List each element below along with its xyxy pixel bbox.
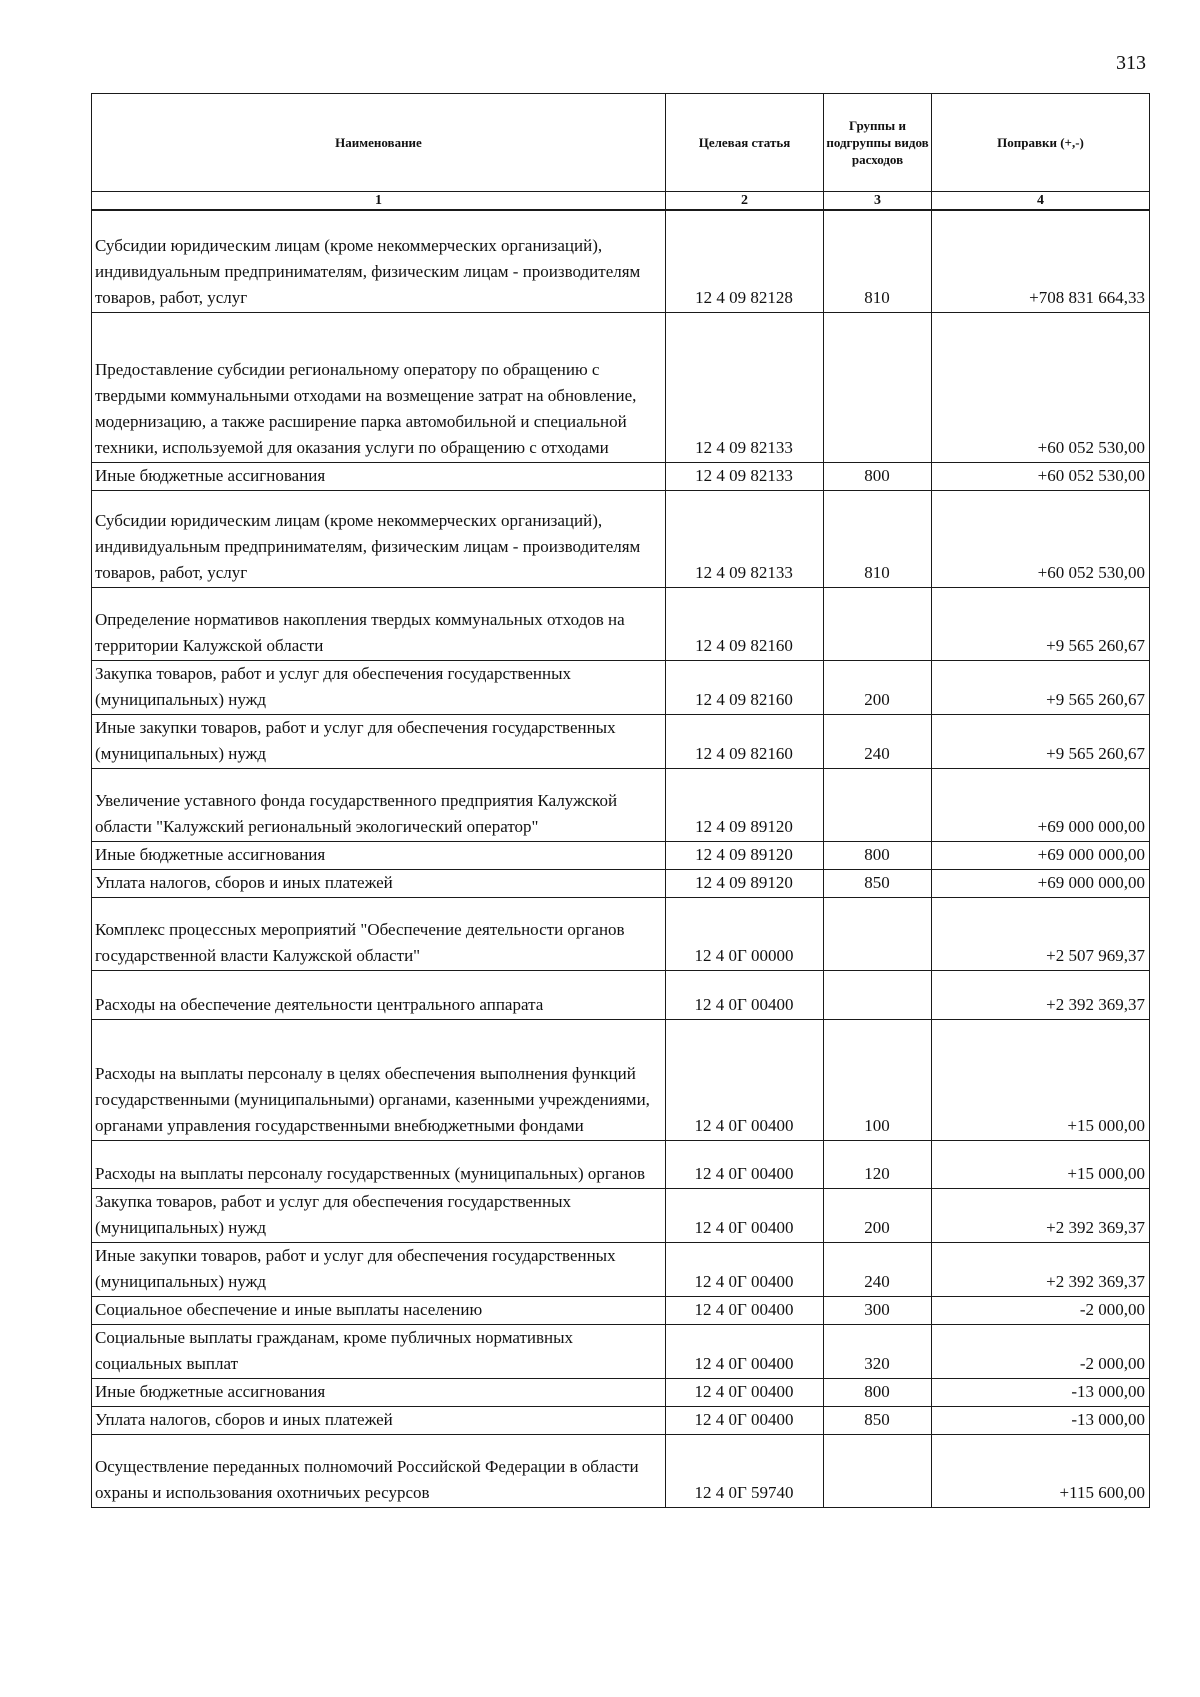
table-row xyxy=(92,897,1150,970)
table-row xyxy=(92,1296,1150,1324)
row-name-cell: Осуществление переданных полномочий Российской Федерации в области охраны и использования охотничьих ресурсов xyxy=(92,1434,666,1507)
row-group-cell: 800 xyxy=(824,462,932,490)
row-code-cell: 12 4 09 89120 xyxy=(666,768,824,841)
row-name-cell: Уплата налогов, сборов и иных платежей xyxy=(92,1406,666,1434)
row-code-cell: 12 4 0Г 59740 xyxy=(666,1434,824,1507)
row-code-cell: 12 4 0Г 00400 xyxy=(666,1019,824,1140)
row-group-cell: 200 xyxy=(824,1188,932,1242)
row-group-cell: 810 xyxy=(824,490,932,587)
row-code-cell: 12 4 09 82128 xyxy=(666,210,824,312)
row-group-cell: 100 xyxy=(824,1019,932,1140)
row-group-cell: 800 xyxy=(824,841,932,869)
row-group-cell: 850 xyxy=(824,869,932,897)
row-amount-cell: +2 392 369,37 xyxy=(932,970,1150,1019)
row-name-cell: Иные бюджетные ассигнования xyxy=(92,1378,666,1406)
row-amount-cell: +115 600,00 xyxy=(932,1434,1150,1507)
row-name-cell: Социальное обеспечение и иные выплаты населению xyxy=(92,1296,666,1324)
row-amount-cell: +708 831 664,33 xyxy=(932,210,1150,312)
table-row xyxy=(92,768,1150,841)
row-group-cell: 320 xyxy=(824,1324,932,1378)
row-code-cell: 12 4 09 89120 xyxy=(666,869,824,897)
row-amount-cell: +2 392 369,37 xyxy=(932,1242,1150,1296)
row-code-cell: 12 4 0Г 00400 xyxy=(666,1378,824,1406)
row-name-cell: Иные бюджетные ассигнования xyxy=(92,462,666,490)
row-group-cell xyxy=(824,312,932,462)
row-amount-cell: +9 565 260,67 xyxy=(932,660,1150,714)
row-group-cell: 300 xyxy=(824,1296,932,1324)
table-row xyxy=(92,1019,1150,1140)
row-name-cell: Иные закупки товаров, работ и услуг для обеспечения государственных (муниципальных) нужд xyxy=(92,1242,666,1296)
table-row xyxy=(92,1242,1150,1296)
row-code-cell: 12 4 09 82160 xyxy=(666,660,824,714)
row-name-cell: Социальные выплаты гражданам, кроме публичных нормативных социальных выплат xyxy=(92,1324,666,1378)
column-number: 4 xyxy=(932,192,1150,211)
column-number: 1 xyxy=(92,192,666,211)
row-name-cell: Иные закупки товаров, работ и услуг для обеспечения государственных (муниципальных) нужд xyxy=(92,714,666,768)
row-code-cell: 12 4 0Г 00400 xyxy=(666,1296,824,1324)
row-code-cell: 12 4 09 82133 xyxy=(666,490,824,587)
row-amount-cell: +2 392 369,37 xyxy=(932,1188,1150,1242)
row-name-cell: Субсидии юридическим лицам (кроме некоммерческих организаций), индивидуальным предпринимателям, физическим лицам - производителям товаров, работ, услуг xyxy=(92,490,666,587)
row-name-cell: Определение нормативов накопления твердых коммунальных отходов на территории Калужской области xyxy=(92,587,666,660)
table-row xyxy=(92,869,1150,897)
row-name-cell: Увеличение уставного фонда государственного предприятия Калужской области "Калужский региональный экологический оператор" xyxy=(92,768,666,841)
row-code-cell: 12 4 09 89120 xyxy=(666,841,824,869)
row-code-cell: 12 4 09 82133 xyxy=(666,312,824,462)
row-group-cell xyxy=(824,897,932,970)
column-number: 2 xyxy=(666,192,824,211)
row-code-cell: 12 4 09 82133 xyxy=(666,462,824,490)
row-group-cell: 240 xyxy=(824,1242,932,1296)
row-name-cell: Расходы на обеспечение деятельности центрального аппарата xyxy=(92,970,666,1019)
row-group-cell: 810 xyxy=(824,210,932,312)
row-group-cell: 200 xyxy=(824,660,932,714)
table-row xyxy=(92,970,1150,1019)
row-name-cell: Субсидии юридическим лицам (кроме некоммерческих организаций), индивидуальным предпринимателям, физическим лицам - производителям товаров, работ, услуг xyxy=(92,210,666,312)
row-amount-cell: +60 052 530,00 xyxy=(932,462,1150,490)
table-row xyxy=(92,1434,1150,1507)
header-row xyxy=(92,94,1150,192)
row-name-cell: Предоставление субсидии региональному оператору по обращению с твердыми коммунальными отходами на возмещение затрат на обновление, модернизацию, а также расширение парка автомобильной и специальной техники, используемой для оказания услуги по обращению с отходами xyxy=(92,312,666,462)
row-amount-cell: +60 052 530,00 xyxy=(932,490,1150,587)
row-amount-cell: -2 000,00 xyxy=(932,1324,1150,1378)
row-amount-cell: +69 000 000,00 xyxy=(932,841,1150,869)
table-row xyxy=(92,1324,1150,1378)
row-group-cell: 240 xyxy=(824,714,932,768)
column-number-row xyxy=(92,192,1150,211)
table-row xyxy=(92,490,1150,587)
row-group-cell xyxy=(824,970,932,1019)
row-code-cell: 12 4 0Г 00400 xyxy=(666,1242,824,1296)
table-row xyxy=(92,660,1150,714)
header-code: Целевая статья xyxy=(666,94,824,192)
row-group-cell xyxy=(824,1434,932,1507)
row-group-cell xyxy=(824,768,932,841)
row-code-cell: 12 4 0Г 00400 xyxy=(666,1406,824,1434)
header-name: Наименование xyxy=(92,94,666,192)
row-group-cell: 120 xyxy=(824,1140,932,1188)
row-name-cell: Закупка товаров, работ и услуг для обеспечения государственных (муниципальных) нужд xyxy=(92,1188,666,1242)
row-group-cell: 850 xyxy=(824,1406,932,1434)
row-code-cell: 12 4 0Г 00400 xyxy=(666,1140,824,1188)
row-amount-cell: -2 000,00 xyxy=(932,1296,1150,1324)
budget-amendments-table xyxy=(91,93,1150,1508)
row-name-cell: Закупка товаров, работ и услуг для обеспечения государственных (муниципальных) нужд xyxy=(92,660,666,714)
row-name-cell: Уплата налогов, сборов и иных платежей xyxy=(92,869,666,897)
table-row xyxy=(92,1378,1150,1406)
table-row xyxy=(92,587,1150,660)
table-row xyxy=(92,714,1150,768)
row-amount-cell: +69 000 000,00 xyxy=(932,768,1150,841)
row-amount-cell: +15 000,00 xyxy=(932,1019,1150,1140)
row-amount-cell: +15 000,00 xyxy=(932,1140,1150,1188)
table-row xyxy=(92,462,1150,490)
table-row xyxy=(92,210,1150,312)
header-group: Группы и подгруппы видов расходов xyxy=(824,94,932,192)
row-name-cell: Расходы на выплаты персоналу в целях обеспечения выполнения функций государственными (муниципальными) органами, казенными учреждениями, органами управления государственными внебюджетными фондами xyxy=(92,1019,666,1140)
row-amount-cell: +69 000 000,00 xyxy=(932,869,1150,897)
column-number: 3 xyxy=(824,192,932,211)
row-name-cell: Комплекс процессных мероприятий "Обеспечение деятельности органов государственной власти Калужской области" xyxy=(92,897,666,970)
header-amount: Поправки (+,-) xyxy=(932,94,1150,192)
row-code-cell: 12 4 09 82160 xyxy=(666,587,824,660)
row-name-cell: Иные бюджетные ассигнования xyxy=(92,841,666,869)
row-code-cell: 12 4 0Г 00000 xyxy=(666,897,824,970)
page-number: 313 xyxy=(1116,52,1146,74)
table-row xyxy=(92,1406,1150,1434)
row-amount-cell: -13 000,00 xyxy=(932,1406,1150,1434)
row-group-cell: 800 xyxy=(824,1378,932,1406)
row-name-cell: Расходы на выплаты персоналу государственных (муниципальных) органов xyxy=(92,1140,666,1188)
row-amount-cell: +9 565 260,67 xyxy=(932,714,1150,768)
table-row xyxy=(92,1188,1150,1242)
table-row xyxy=(92,1140,1150,1188)
row-code-cell: 12 4 0Г 00400 xyxy=(666,1324,824,1378)
row-amount-cell: +9 565 260,67 xyxy=(932,587,1150,660)
row-code-cell: 12 4 09 82160 xyxy=(666,714,824,768)
table-row xyxy=(92,841,1150,869)
row-code-cell: 12 4 0Г 00400 xyxy=(666,970,824,1019)
row-code-cell: 12 4 0Г 00400 xyxy=(666,1188,824,1242)
row-amount-cell: +60 052 530,00 xyxy=(932,312,1150,462)
row-group-cell xyxy=(824,587,932,660)
table-body xyxy=(92,210,1150,1507)
row-amount-cell: -13 000,00 xyxy=(932,1378,1150,1406)
table-row xyxy=(92,312,1150,462)
row-amount-cell: +2 507 969,37 xyxy=(932,897,1150,970)
